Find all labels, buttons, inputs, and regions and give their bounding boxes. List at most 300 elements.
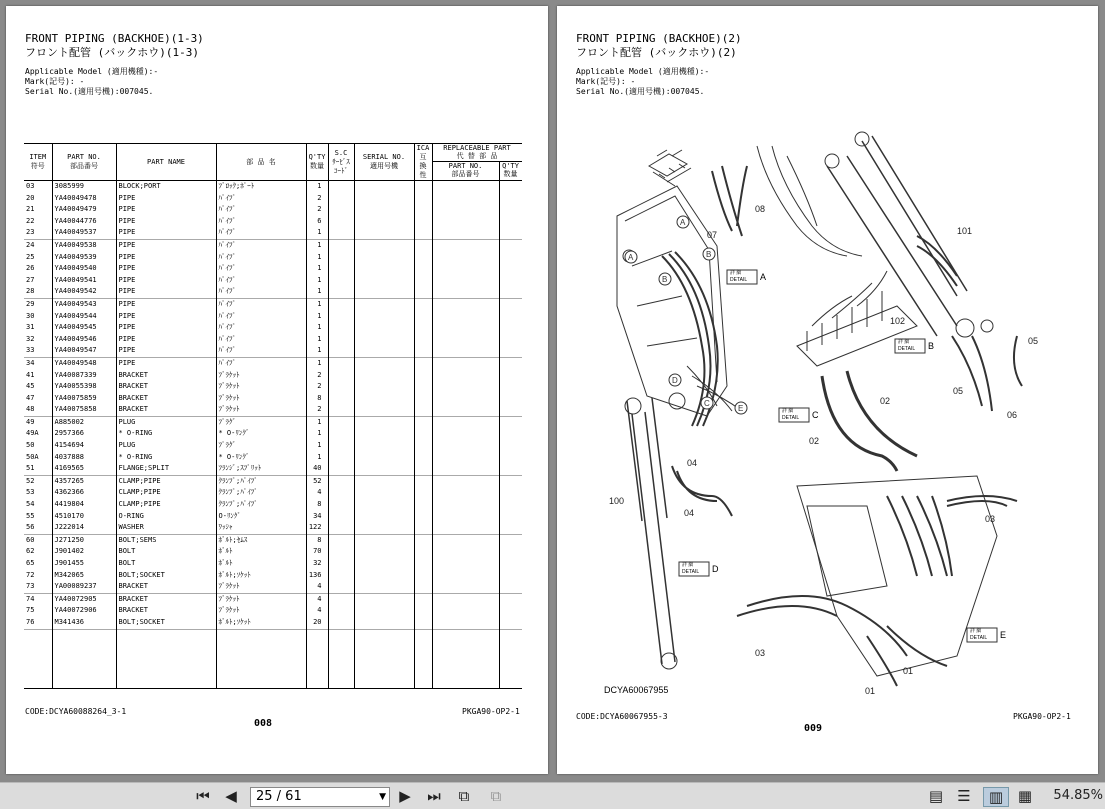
- part-no-cell: YA00089237: [52, 581, 116, 593]
- header-rep-qty: Q'TY 数量: [499, 162, 522, 180]
- sc-cell: [328, 298, 354, 310]
- part-name-jp-cell: * O-ﾘﾝｸﾞ: [216, 428, 306, 440]
- sc-cell: [328, 381, 354, 393]
- ica-cell: [414, 463, 432, 475]
- qty-cell: 2: [306, 204, 328, 216]
- item-cell: 30: [26, 311, 35, 320]
- serial-cell: [354, 617, 414, 629]
- serial-cell: [354, 311, 414, 323]
- part-name-jp-cell: ﾊﾟｲﾌﾟ: [216, 311, 306, 323]
- continuous-page-icon[interactable]: ☰: [957, 787, 971, 805]
- detail-en-text: DETAIL: [970, 635, 988, 641]
- part-name-jp-cell: ﾊﾟｲﾌﾟ: [216, 252, 306, 264]
- qty-cell: 1: [306, 357, 328, 369]
- part-name-cell: PIPE: [116, 275, 216, 287]
- item-cell: 28: [26, 287, 35, 296]
- item-cell: 20: [26, 193, 35, 202]
- page-ref: PKGA90-OP2-1: [1013, 712, 1071, 721]
- part-no-cell: YA40049546: [52, 334, 116, 346]
- part-callout: 02: [880, 396, 891, 406]
- part-name-jp-cell: ﾌﾟﾗｸﾞ: [216, 440, 306, 452]
- table-row: [24, 275, 522, 287]
- table-row: [24, 428, 522, 440]
- part-name-jp-cell: ﾎﾞﾙﾄ;ｿｹｯﾄ: [216, 617, 306, 629]
- qty-cell: 1: [306, 311, 328, 323]
- serial-cell: [354, 570, 414, 582]
- ica-cell: [414, 511, 432, 523]
- table-row: [24, 463, 522, 475]
- part-name-cell: WASHER: [116, 522, 216, 534]
- table-row: [24, 570, 522, 582]
- table-row: [24, 298, 522, 310]
- part-name-cell: FLANGE;SPLIT: [116, 463, 216, 475]
- table-row: [24, 534, 522, 546]
- rep-qty-cell: [499, 440, 521, 452]
- svg-text:B: B: [662, 275, 668, 284]
- part-name-jp-cell: ﾎﾞﾙﾄ: [216, 558, 306, 570]
- sc-cell: [328, 617, 354, 629]
- rep-part-no-cell: [432, 404, 499, 416]
- rep-qty-cell: [499, 617, 521, 629]
- rep-qty-cell: [499, 181, 521, 193]
- rep-part-no-cell: [432, 239, 499, 251]
- item-cell: 41: [26, 370, 35, 379]
- sc-cell: [328, 181, 354, 193]
- previous-view-icon[interactable]: ⧉: [458, 787, 470, 805]
- table-row: [24, 370, 522, 382]
- rep-part-no-cell: [432, 522, 499, 534]
- page-title-jp: フロント配管 (バックホウ)(2): [576, 46, 737, 59]
- item-cell: 33: [26, 346, 35, 355]
- item-cell: 29: [24, 298, 52, 310]
- part-name-cell: BRACKET: [116, 593, 216, 605]
- svg-text:B: B: [706, 250, 712, 259]
- part-callout: 07: [707, 230, 718, 240]
- serial-cell: [354, 558, 414, 570]
- page-number: 008: [254, 718, 273, 729]
- serial-cell: [354, 581, 414, 593]
- sc-cell: [328, 452, 354, 464]
- header-replaceable: REPLACEABLE PART 代 替 部 品 PART NO. 部品番号 Q'TY 数量: [432, 144, 522, 181]
- table-row: [24, 193, 522, 205]
- qty-cell: 70: [306, 546, 328, 558]
- part-no-cell: 2957366: [52, 428, 116, 440]
- svg-text:D: D: [672, 376, 678, 385]
- rep-qty-cell: [499, 193, 521, 205]
- table-row: [24, 558, 522, 570]
- sc-cell: [328, 581, 354, 593]
- qty-cell: 2: [306, 381, 328, 393]
- ica-cell: [414, 581, 432, 593]
- ica-cell: [414, 216, 432, 228]
- qty-cell: 20: [306, 617, 328, 629]
- sc-cell: [328, 227, 354, 239]
- header-service-code: S.C ｻｰﾋﾞｽ ｺｰﾄﾞ: [328, 144, 354, 181]
- part-no-cell: 4510170: [52, 511, 116, 523]
- table-row: [24, 204, 522, 216]
- part-callout: 01: [865, 686, 876, 696]
- serial-cell: [354, 357, 414, 369]
- sc-cell: [328, 239, 354, 251]
- part-no-cell: YA40049544: [52, 311, 116, 323]
- part-callout: 02: [809, 436, 820, 446]
- part-name-cell: BRACKET: [116, 404, 216, 416]
- rep-qty-cell: [499, 534, 521, 546]
- chevron-down-icon: ▼: [379, 792, 386, 802]
- part-no-cell: YA40075858: [52, 404, 116, 416]
- table-row: [24, 475, 522, 487]
- part-name-cell: PIPE: [116, 357, 216, 369]
- rep-qty-cell: [499, 370, 521, 382]
- item-cell: 76: [26, 617, 35, 626]
- qty-cell: 1: [306, 345, 328, 357]
- serial-cell: [354, 393, 414, 405]
- mark: Mark(記号): -: [576, 77, 636, 86]
- part-name-cell: PIPE: [116, 322, 216, 334]
- part-name-jp-cell: * O-ﾘﾝｸﾞ: [216, 452, 306, 464]
- serial-cell: [354, 216, 414, 228]
- qty-cell: 1: [306, 263, 328, 275]
- rep-qty-cell: [499, 381, 521, 393]
- part-no-cell: YA40049548: [52, 357, 116, 369]
- mark: Mark(記号): -: [25, 77, 85, 86]
- two-page-continuous-icon[interactable]: ▦: [1017, 787, 1033, 805]
- serial-cell: [354, 381, 414, 393]
- ica-cell: [414, 617, 432, 629]
- next-view-icon[interactable]: ⧉: [490, 787, 502, 805]
- header-serial-no: SERIAL NO. 適用号機: [354, 144, 414, 181]
- part-name-cell: BOLT;SEMS: [116, 534, 216, 546]
- item-cell: 50A: [26, 452, 39, 461]
- parts-table: [24, 143, 522, 689]
- item-cell: 48: [26, 405, 35, 414]
- rep-qty-cell: [499, 522, 521, 534]
- serial-cell: [354, 440, 414, 452]
- serial-cell: [354, 181, 414, 193]
- ica-cell: [414, 193, 432, 205]
- rep-qty-cell: [499, 286, 521, 298]
- ica-cell: [414, 252, 432, 264]
- rep-qty-cell: [499, 511, 521, 523]
- sc-cell: [328, 534, 354, 546]
- item-cell: 25: [26, 252, 35, 261]
- detail-label: [780, 408, 819, 422]
- rep-part-no-cell: [432, 393, 499, 405]
- qty-cell: 2: [306, 193, 328, 205]
- qty-cell: 4: [306, 581, 328, 593]
- qty-cell: 1: [306, 239, 328, 251]
- ica-cell: [414, 334, 432, 346]
- part-no-cell: YA40049538: [52, 239, 116, 251]
- part-name-jp-cell: ﾊﾟｲﾌﾟ: [216, 322, 306, 334]
- rep-qty-cell: [499, 416, 521, 428]
- table-row: [24, 286, 522, 298]
- table-row: [24, 452, 522, 464]
- detail-label: [896, 339, 935, 353]
- table-row: [24, 416, 522, 428]
- single-page-icon[interactable]: ▤: [928, 787, 944, 805]
- part-name-jp-cell: ﾎﾞﾙﾄ: [216, 546, 306, 558]
- left-page: [6, 6, 548, 774]
- detail-en-text: DETAIL: [898, 346, 916, 352]
- serial-cell: [354, 227, 414, 239]
- table-blank-row: [24, 629, 522, 688]
- serial-cell: [354, 522, 414, 534]
- sc-cell: [328, 475, 354, 487]
- part-name-cell: BRACKET: [116, 605, 216, 617]
- page-display: 25 / 61: [256, 789, 302, 804]
- sc-cell: [328, 416, 354, 428]
- item-cell: 55: [26, 511, 35, 520]
- rep-qty-cell: [499, 581, 521, 593]
- applicable-model: Applicable Model (適用機種):-: [25, 67, 159, 76]
- part-no-cell: 4357265: [52, 475, 116, 487]
- item-cell: 03: [26, 182, 35, 190]
- part-name-cell: CLAMP;PIPE: [116, 487, 216, 499]
- part-name-cell: BRACKET: [116, 370, 216, 382]
- ica-cell: [414, 487, 432, 499]
- serial-cell: [354, 428, 414, 440]
- part-callout: 04: [684, 508, 695, 518]
- rep-part-no-cell: [432, 416, 499, 428]
- next-page-icon[interactable]: ▶: [399, 787, 411, 805]
- serial-cell: [354, 322, 414, 334]
- item-cell: 47: [26, 393, 35, 402]
- sc-cell: [328, 404, 354, 416]
- rep-qty-cell: [499, 452, 521, 464]
- qty-cell: 40: [306, 463, 328, 475]
- ica-cell: [414, 393, 432, 405]
- ica-cell: [414, 381, 432, 393]
- item-cell: 65: [26, 559, 35, 567]
- svg-text:C: C: [704, 399, 710, 408]
- rep-qty-cell: [499, 546, 521, 558]
- part-name-cell: PIPE: [116, 334, 216, 346]
- page-code: CODE:DCYA60088264_3-1: [25, 707, 127, 716]
- rep-part-no-cell: [432, 570, 499, 582]
- qty-cell: 1: [306, 275, 328, 287]
- qty-cell: 52: [306, 475, 328, 487]
- qty-cell: 136: [306, 570, 328, 582]
- serial-cell: [354, 605, 414, 617]
- prev-page-icon[interactable]: ◀: [225, 787, 237, 805]
- rep-qty-cell: [499, 428, 521, 440]
- exploded-piping-diagram: [557, 6, 1098, 706]
- part-callout: 03: [985, 514, 996, 524]
- ica-cell: [414, 345, 432, 357]
- ica-cell: [414, 275, 432, 287]
- serial-number: Serial No.(適用号機):007045.: [25, 87, 154, 96]
- sc-cell: [328, 334, 354, 346]
- item-cell: 53: [26, 488, 35, 497]
- part-name-jp-cell: ﾊﾟｲﾌﾟ: [216, 193, 306, 205]
- item-cell: 51: [26, 464, 35, 473]
- ica-cell: [414, 570, 432, 582]
- part-name-jp-cell: ﾌﾞﾗｹｯﾄ: [216, 370, 306, 382]
- page-number: 009: [804, 723, 823, 734]
- sc-cell: [328, 322, 354, 334]
- part-no-cell: 4154694: [52, 440, 116, 452]
- first-page-icon[interactable]: ⏮: [196, 787, 210, 805]
- item-cell: 50: [26, 441, 35, 450]
- item-cell: 22: [26, 216, 35, 225]
- sc-cell: [328, 357, 354, 369]
- rep-part-no-cell: [432, 581, 499, 593]
- part-no-cell: YA40049543: [52, 298, 116, 310]
- part-no-cell: M341436: [52, 617, 116, 629]
- serial-cell: [354, 286, 414, 298]
- part-no-cell: YA40055398: [52, 381, 116, 393]
- detail-a-hoses: [712, 146, 862, 256]
- svg-text:E: E: [738, 404, 744, 413]
- rep-part-no-cell: [432, 181, 499, 193]
- part-no-cell: J271250: [52, 534, 116, 546]
- part-callout: 03: [755, 648, 766, 658]
- detail-label: [968, 628, 1007, 642]
- page-ref: PKGA90-OP2-1: [462, 707, 520, 716]
- sc-cell: [328, 263, 354, 275]
- rep-qty-cell: [499, 499, 521, 511]
- part-no-cell: YA40049479: [52, 204, 116, 216]
- sc-cell: [328, 522, 354, 534]
- serial-cell: [354, 193, 414, 205]
- part-no-cell: YA40049541: [52, 275, 116, 287]
- qty-cell: 1: [306, 298, 328, 310]
- ica-cell: [414, 298, 432, 310]
- header-rep-part-no: PART NO. 部品番号: [448, 162, 483, 178]
- rep-qty-cell: [499, 227, 521, 239]
- part-no-cell: A885002: [52, 416, 116, 428]
- ica-cell: [414, 370, 432, 382]
- sc-cell: [328, 605, 354, 617]
- item-cell: 27: [26, 275, 35, 284]
- table-row: [24, 593, 522, 605]
- sc-cell: [328, 204, 354, 216]
- ica-cell: [414, 428, 432, 440]
- rep-qty-cell: [499, 275, 521, 287]
- serial-cell: [354, 252, 414, 264]
- ica-cell: [414, 263, 432, 275]
- ica-cell: [414, 534, 432, 546]
- part-name-cell: PIPE: [116, 298, 216, 310]
- part-callout: 01: [903, 666, 914, 676]
- qty-cell: 4: [306, 593, 328, 605]
- ica-cell: [414, 416, 432, 428]
- table-row: [24, 605, 522, 617]
- rep-part-no-cell: [432, 275, 499, 287]
- part-name-jp-cell: ﾊﾟｲﾌﾟ: [216, 227, 306, 239]
- serial-cell: [354, 593, 414, 605]
- detail-jp-text: 詳 細: [898, 339, 910, 345]
- svg-text:A: A: [680, 218, 686, 227]
- serial-cell: [354, 345, 414, 357]
- part-name-jp-cell: ﾊﾟｲﾌﾟ: [216, 204, 306, 216]
- sc-cell: [328, 393, 354, 405]
- serial-cell: [354, 511, 414, 523]
- sc-cell: [328, 311, 354, 323]
- header-qty: Q'TY 数量: [306, 144, 328, 181]
- blank-cell: [328, 629, 354, 688]
- rep-qty-cell: [499, 204, 521, 216]
- item-cell: 32: [26, 334, 35, 343]
- detail-label: [728, 270, 767, 284]
- sc-cell: [328, 345, 354, 357]
- sc-cell: [328, 499, 354, 511]
- rep-qty-cell: [499, 475, 521, 487]
- sc-cell: [328, 428, 354, 440]
- sc-cell: [328, 487, 354, 499]
- part-name-cell: PLUG: [116, 440, 216, 452]
- rep-part-no-cell: [432, 227, 499, 239]
- rep-part-no-cell: [432, 252, 499, 264]
- part-name-jp-cell: ﾌﾞﾗｹｯﾄ: [216, 404, 306, 416]
- ica-cell: [414, 322, 432, 334]
- rep-part-no-cell: [432, 487, 499, 499]
- rep-qty-cell: [499, 487, 521, 499]
- part-name-cell: BRACKET: [116, 381, 216, 393]
- right-page: [557, 6, 1098, 774]
- serial-cell: [354, 298, 414, 310]
- rep-qty-cell: [499, 357, 521, 369]
- page-select[interactable]: [250, 787, 390, 807]
- table-row: [24, 252, 522, 264]
- qty-cell: 1: [306, 334, 328, 346]
- serial-cell: [354, 370, 414, 382]
- drawing-code: DCYA60067955: [604, 685, 669, 695]
- item-cell: 54: [26, 500, 35, 509]
- zoom-level[interactable]: 54.85%: [1053, 788, 1103, 803]
- ica-cell: [414, 404, 432, 416]
- header-ica: ICA 互 換 性: [414, 144, 432, 181]
- part-name-cell: PIPE: [116, 252, 216, 264]
- rep-qty-cell: [499, 558, 521, 570]
- qty-cell: 122: [306, 522, 328, 534]
- item-cell: 21: [26, 205, 35, 214]
- qty-cell: 8: [306, 499, 328, 511]
- blank-cell: [24, 629, 52, 688]
- rep-part-no-cell: [432, 311, 499, 323]
- table-row: [24, 345, 522, 357]
- qty-cell: 1: [306, 452, 328, 464]
- part-no-cell: J222014: [52, 522, 116, 534]
- ica-cell: [414, 475, 432, 487]
- table-row: [24, 334, 522, 346]
- rep-qty-cell: [499, 239, 521, 251]
- ica-cell: [414, 546, 432, 558]
- header-part-name: PART NAME: [116, 144, 216, 181]
- serial-cell: [354, 534, 414, 546]
- part-no-cell: M342065: [52, 570, 116, 582]
- item-cell: 74: [24, 593, 52, 605]
- detail-letter: D: [712, 564, 719, 574]
- part-name-jp-cell: ﾊﾟｲﾌﾟ: [216, 357, 306, 369]
- svg-text:A: A: [628, 253, 634, 262]
- last-page-icon[interactable]: ⏭: [427, 787, 441, 805]
- two-page-icon[interactable]: ▥: [983, 787, 1009, 807]
- rep-qty-cell: [499, 216, 521, 228]
- item-cell: 72: [26, 570, 35, 579]
- detail-jp-text: 詳 細: [730, 270, 742, 276]
- part-name-jp-cell: ﾊﾟｲﾌﾟ: [216, 345, 306, 357]
- serial-cell: [354, 416, 414, 428]
- part-name-jp-cell: ﾌﾞﾗｹｯﾄ: [216, 381, 306, 393]
- lower-frame-drawing: [737, 476, 1017, 686]
- qty-cell: 1: [306, 286, 328, 298]
- sc-cell: [328, 193, 354, 205]
- part-name-cell: * O-RING: [116, 452, 216, 464]
- serial-cell: [354, 404, 414, 416]
- rep-qty-cell: [499, 570, 521, 582]
